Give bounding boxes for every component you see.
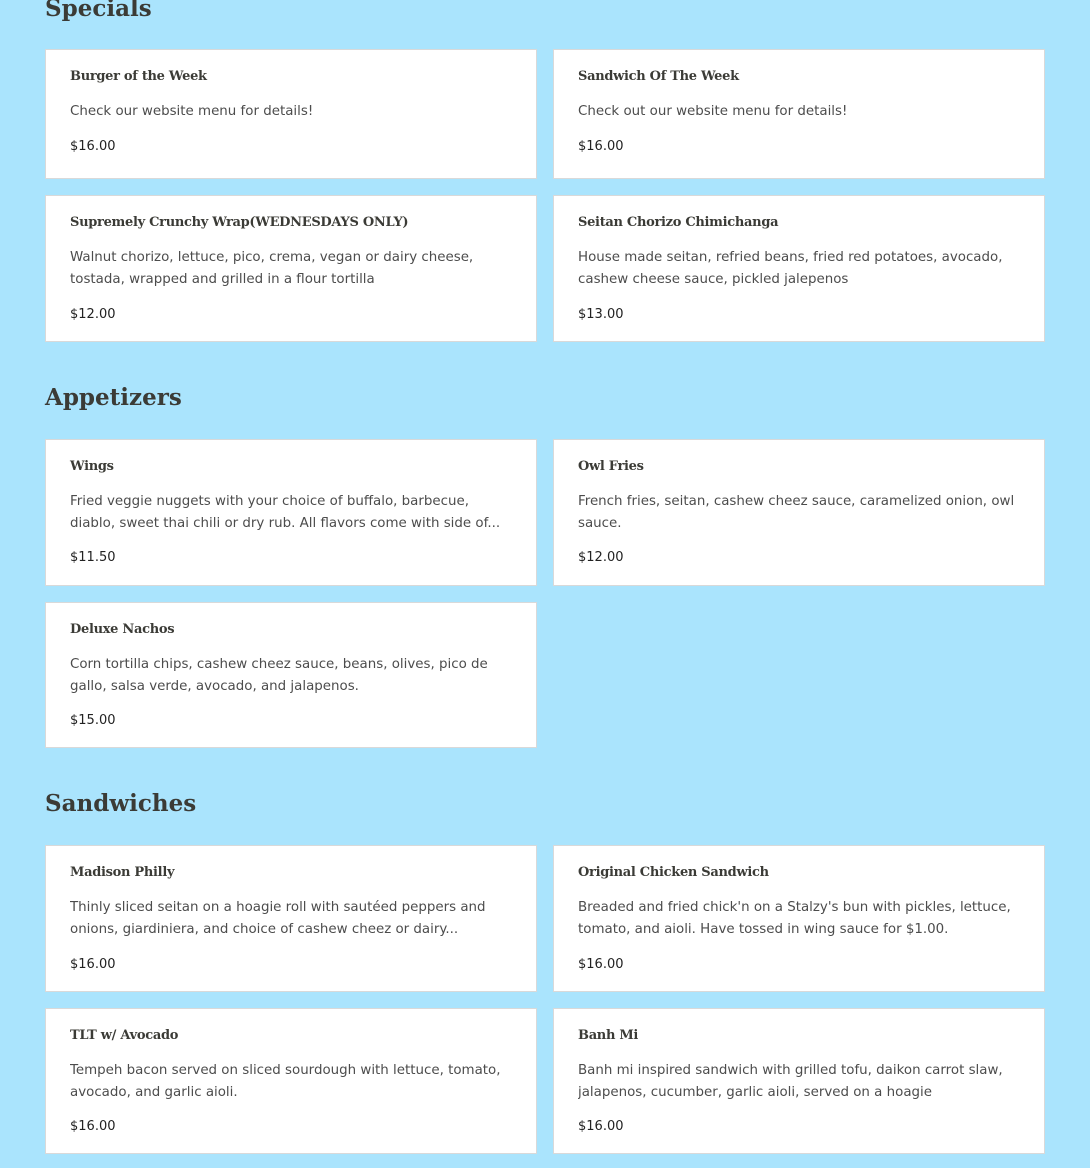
item-name: TLT w/ Avocado xyxy=(70,1028,179,1043)
item-price: $16.00 xyxy=(578,1119,624,1134)
item-price: $16.00 xyxy=(70,957,116,972)
item-description: French fries, seitan, cashew cheez sauce, caramelized onion, owl sauce. xyxy=(578,494,1015,531)
item-price: $16.00 xyxy=(578,957,624,972)
menu-item-card[interactable] xyxy=(553,195,1045,342)
item-description: Walnut chorizo, lettuce, pico, crema, vegan or dairy cheese, tostada, wrapped and grilled in a flour tortilla xyxy=(70,250,474,287)
menu-item-card[interactable] xyxy=(45,439,537,586)
item-price: $12.00 xyxy=(70,307,116,322)
item-description: Tempeh bacon served on sliced sourdough with lettuce, tomato, avocado, and garlic aioli. xyxy=(70,1063,501,1100)
item-description: House made seitan, refried beans, fried red potatoes, avocado, cashew cheese sauce, pickled jalepenos xyxy=(578,250,1003,287)
item-price: $15.00 xyxy=(70,713,116,728)
menu-item-card[interactable] xyxy=(45,195,537,342)
item-description: Check our website menu for details! xyxy=(70,104,314,119)
item-name: Seitan Chorizo Chimichanga xyxy=(578,215,779,230)
item-price: $16.00 xyxy=(70,139,116,154)
section-title: Appetizers xyxy=(45,384,182,411)
menu-item-card[interactable] xyxy=(45,49,537,179)
item-price: $13.00 xyxy=(578,307,624,322)
item-description: Breaded and fried chick'n on a Stalzy's bun with pickles, lettuce, tomato, and aioli. Have tossed in wing sauce for $1.00. xyxy=(578,900,1011,937)
item-price: $12.00 xyxy=(578,550,624,565)
item-price: $11.50 xyxy=(70,550,116,565)
item-name: Madison Philly xyxy=(70,865,175,880)
item-description: Corn tortilla chips, cashew cheez sauce, beans, olives, pico de gallo, salsa verde, avocado, and jalapenos. xyxy=(70,657,488,694)
menu-item-card[interactable] xyxy=(553,1008,1045,1154)
item-name: Burger of the Week xyxy=(70,69,207,84)
menu-item-card[interactable] xyxy=(553,49,1045,179)
item-name: Banh Mi xyxy=(578,1028,639,1043)
menu-item-card[interactable] xyxy=(553,439,1045,586)
item-description: Check out our website menu for details! xyxy=(578,104,848,119)
menu-item-card[interactable] xyxy=(553,845,1045,992)
item-name: Sandwich Of The Week xyxy=(578,69,739,84)
item-description: Banh mi inspired sandwich with grilled tofu, daikon carrot slaw, jalapenos, cucumber, garlic aioli, served on a hoagie xyxy=(578,1063,1003,1100)
section-title: Sandwiches xyxy=(45,790,197,817)
item-description: Thinly sliced seitan on a hoagie roll with sautéed peppers and onions, giardiniera, and choice of cashew cheez or dairy... xyxy=(70,900,486,937)
item-price: $16.00 xyxy=(70,1119,116,1134)
item-name: Supremely Crunchy Wrap(WEDNESDAYS ONLY) xyxy=(70,215,409,230)
menu-item-card[interactable] xyxy=(45,845,537,992)
menu-item-card[interactable] xyxy=(45,602,537,748)
item-name: Owl Fries xyxy=(578,459,644,474)
item-name: Deluxe Nachos xyxy=(70,622,175,637)
item-name: Original Chicken Sandwich xyxy=(578,865,769,880)
section-title: Specials xyxy=(45,0,152,22)
menu-item-card[interactable] xyxy=(45,1008,537,1154)
item-price: $16.00 xyxy=(578,139,624,154)
item-name: Wings xyxy=(70,459,114,474)
item-description: Fried veggie nuggets with your choice of buffalo, barbecue, diablo, sweet thai chili or dry rub. All flavors come with side of... xyxy=(70,494,501,531)
